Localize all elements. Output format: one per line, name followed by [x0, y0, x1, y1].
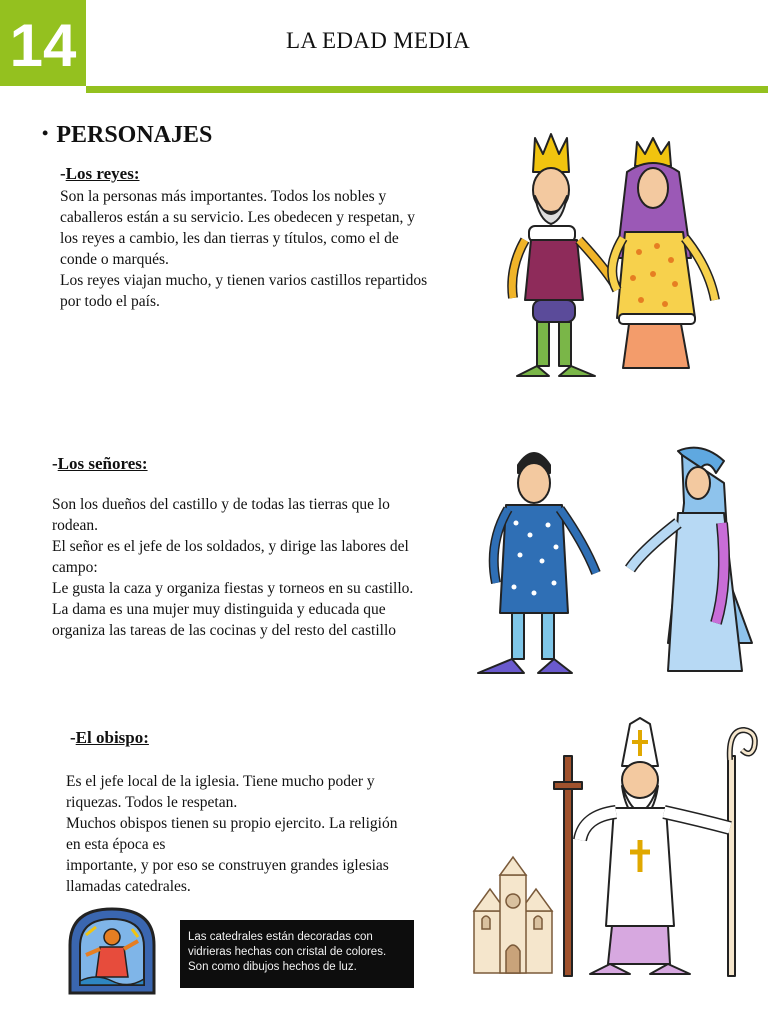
lord-and-lady-illustration — [472, 443, 762, 683]
reyes-text — [60, 186, 427, 312]
senores-line: La dama es una mujer muy distinguida y educada que — [52, 601, 386, 618]
obispo-heading-label: El obispo: — [75, 728, 149, 747]
chapter-number: 14 — [0, 0, 86, 86]
senores-text — [52, 494, 413, 641]
section-title: PERSONAJES — [56, 122, 213, 148]
reyes-line: Son la personas más importantes. Todos los nobles y — [60, 188, 387, 205]
caption-line: Las catedrales están decoradas con — [188, 931, 373, 943]
obispo-heading — [70, 728, 149, 748]
obispo-line: Muchos obispos tienen su propio ejercito. La religión — [66, 815, 398, 832]
caption-line: vidrieras hechas con cristal de colores. — [188, 946, 387, 958]
obispo-line: riquezas. Todos le respetan. — [66, 794, 238, 811]
obispo-line: llamadas catedrales. — [66, 878, 191, 895]
bishop-illustration — [550, 716, 760, 978]
cathedral-caption-box — [180, 920, 414, 988]
obispo-text — [66, 771, 397, 897]
bullet-icon: • — [42, 123, 49, 143]
senores-line: Son los dueños del castillo y de todas las tierras que lo — [52, 496, 390, 513]
reyes-line: conde o marqués. — [60, 251, 169, 268]
obispo-line: Es el jefe local de la iglesia. Tiene mucho poder y — [66, 773, 375, 790]
obispo-line: importante, y por eso se construyen grandes iglesias — [66, 857, 389, 874]
king-and-queen-illustration — [505, 128, 735, 383]
reyes-line: por todo el país. — [60, 293, 160, 310]
senores-heading — [52, 454, 148, 474]
reyes-heading — [60, 164, 139, 184]
reyes-line: los reyes a cambio, les dan tierras y títulos, como el de — [60, 230, 399, 247]
senores-line: campo: — [52, 559, 98, 576]
caption-line: Son como dibujos hechos de luz. — [188, 961, 357, 973]
cathedral-illustration — [470, 855, 556, 975]
reyes-line: Los reyes viajan mucho, y tienen varios castillos repartidos — [60, 272, 428, 289]
senores-line: Le gusta la caza y organiza fiestas y torneos en su castillo. — [52, 580, 414, 597]
header-divider — [86, 86, 768, 93]
page-title: LA EDAD MEDIA — [286, 28, 471, 53]
obispo-dash: - — [70, 728, 76, 747]
senores-line: El señor es el jefe de los soldados, y dirige las labores del — [52, 538, 409, 555]
senores-line: organiza las tareas de las cocinas y del resto del castillo — [52, 622, 397, 639]
reyes-heading-label: Los reyes: — [65, 164, 140, 183]
section-heading — [42, 122, 212, 149]
reyes-line: caballeros están a su servicio. Les obedecen y respetan, y — [60, 209, 416, 226]
senores-dash: - — [52, 454, 58, 473]
reyes-dash: - — [60, 164, 66, 183]
obispo-line: en esta época es — [66, 836, 166, 853]
stained-glass-illustration — [66, 905, 158, 995]
senores-line: rodean. — [52, 517, 99, 534]
senores-heading-label: Los señores: — [57, 454, 148, 473]
